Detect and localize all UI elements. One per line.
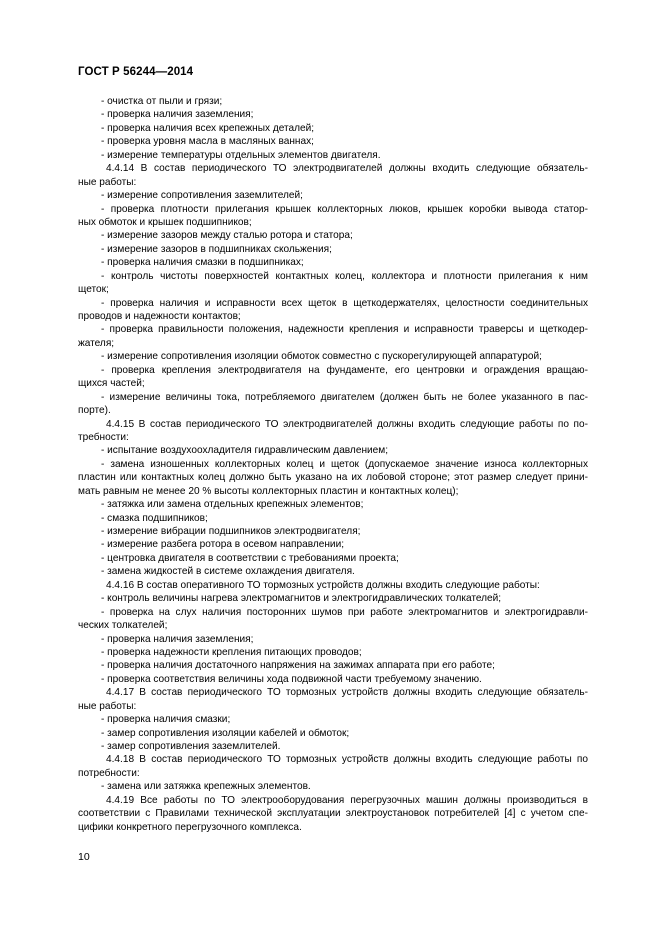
list-item-line: - очистка от пыли и грязи; [101, 96, 223, 107]
paragraph-start-line: 4.4.19 Все работы по ТО электрооборудования перегрузочных машин должны производиться в [106, 794, 588, 806]
list-item-line: - проверка наличия достаточного напряжения на зажимах аппарата при его работе; [101, 660, 495, 672]
list-item-line: - измерение величины тока, потребляемого двигателем (должен быть не более указанного в пас- [101, 391, 588, 403]
document-header: ГОСТ Р 56244—2014 [78, 66, 194, 78]
text-line: потребности: [78, 767, 140, 779]
list-item-line: - измерение сопротивления заземлителей; [101, 190, 303, 202]
page-number: 10 [78, 851, 90, 863]
list-item-line: - измерение вибрации подшипников электродвигателя; [101, 526, 361, 537]
list-item-line: - проверка наличия смазки в подшипниках; [101, 257, 304, 269]
list-item-line: - проверка наличия всех крепежных деталей; [101, 122, 315, 134]
text-line: мать равным не менее 20 % высоты коллекторных пластин и контактных колец); [78, 485, 459, 497]
list-item-line: - испытание воздухоохладителя гидравлическим давлением; [101, 445, 389, 457]
list-item-line: - центровка двигателя в соответствии с требованиями проекта; [101, 552, 399, 564]
list-item-line: - проверка плотности прилегания крышек коллекторных люков, крышек коробки вывода статор- [101, 203, 588, 215]
paragraph-start-line: 4.4.18 В состав периодического ТО тормозных устройств должны входить следующие работы по [106, 754, 588, 766]
list-item-line: - измерение зазоров в подшипниках скольжения; [101, 243, 332, 255]
list-item-line: - контроль величины нагрева электромагнитов и электрогидравлических толкателей; [101, 593, 502, 605]
list-item-line: - замена жидкостей в системе охлаждения двигателя. [101, 566, 355, 578]
list-item-line: - замена или затяжка крепежных элементов. [101, 781, 311, 793]
list-item-line: - проверка наличия смазки; [101, 714, 231, 726]
list-item-line: - проверка наличия заземления; [101, 633, 254, 645]
text-line: ческих толкателей; [78, 620, 168, 632]
list-item-line: - измерение сопротивления изоляции обмоток совместно с пускорегулирующей аппаратурой; [101, 351, 542, 363]
paragraph-start-line: 4.4.17 В состав периодического ТО тормозных устройств должны входить следующие обязатель- [106, 687, 588, 699]
text-line: жателя; [78, 337, 115, 349]
paragraph-start-line: 4.4.16 В состав оперативного ТО тормозных устройств должны входить следующие работы: [106, 579, 540, 591]
list-item-line: - проверка уровня масла в масляных ваннах; [101, 136, 314, 148]
text-line: цифики конкретного перегрузочного комплекса. [78, 821, 302, 833]
list-item-line: - замер сопротивления изоляции кабелей и обмоток; [101, 727, 350, 739]
list-item-line: - измерение зазоров между сталью ротора и статора; [101, 230, 353, 242]
list-item-line: - проверка наличия заземления; [101, 109, 254, 121]
list-item-line: - измерение температуры отдельных элементов двигателя. [101, 149, 381, 161]
text-line: требности: [78, 431, 129, 443]
text-line: порте). [78, 405, 111, 417]
text-line: щихся частей; [78, 378, 145, 390]
list-item-line: - проверка правильности положения, надежности крепления и исправности траверсы и щеткодер- [101, 324, 588, 336]
text-line: щеток; [78, 284, 109, 296]
list-item-line: - замена изношенных коллекторных колец и щеток (допускаемое значение износа коллекторных [101, 458, 588, 470]
text-line: пластин или контактных колец должно быть указано на их лобовой стороне; этот размер следует прини- [78, 472, 588, 484]
list-item-line: - затяжка или замена отдельных крепежных элементов; [101, 499, 364, 511]
list-item-line: - проверка крепления электродвигателя на фундаменте, его центровки и ограждения вращаю- [101, 364, 588, 376]
list-item-line: - проверка на слух наличия посторонних шумов при работе электромагнитов и электрогидравли- [101, 606, 588, 618]
list-item-line: - смазка подшипников; [101, 512, 208, 524]
list-item-line: - проверка надежности крепления питающих проводов; [101, 646, 362, 658]
list-item-line: - проверка наличия и исправности всех щеток в щеткодержателях, целостности соединительных [101, 297, 588, 309]
list-item-line: - измерение разбега ротора в осевом направлении; [101, 539, 345, 551]
text-line: ные работы: [78, 700, 137, 712]
list-item-line: - проверка соответствия величины хода подвижной части требуемому значению. [101, 673, 482, 685]
list-item-line: - контроль чистоты поверхностей контактных колец, коллектора и плотности прилегания к ним [101, 270, 588, 282]
text-line: соответствии с Правилами технической эксплуатации электроустановок потребителей [4] с учетом спе- [78, 808, 588, 820]
text-line: ные работы: [78, 176, 137, 188]
document-body [78, 95, 588, 834]
paragraph-start-line: 4.4.14 В состав периодического ТО электродвигателей должны входить следующие обязатель- [106, 163, 588, 175]
list-item-line: - замер сопротивления заземлителей. [101, 741, 281, 752]
text-line: ных обмоток и крышек подшипников; [78, 216, 252, 228]
text-line: проводов и надежности контактов; [78, 311, 241, 322]
paragraph-start-line: 4.4.15 В состав периодического ТО электродвигателей должны входить следующие работы по по- [106, 418, 588, 430]
